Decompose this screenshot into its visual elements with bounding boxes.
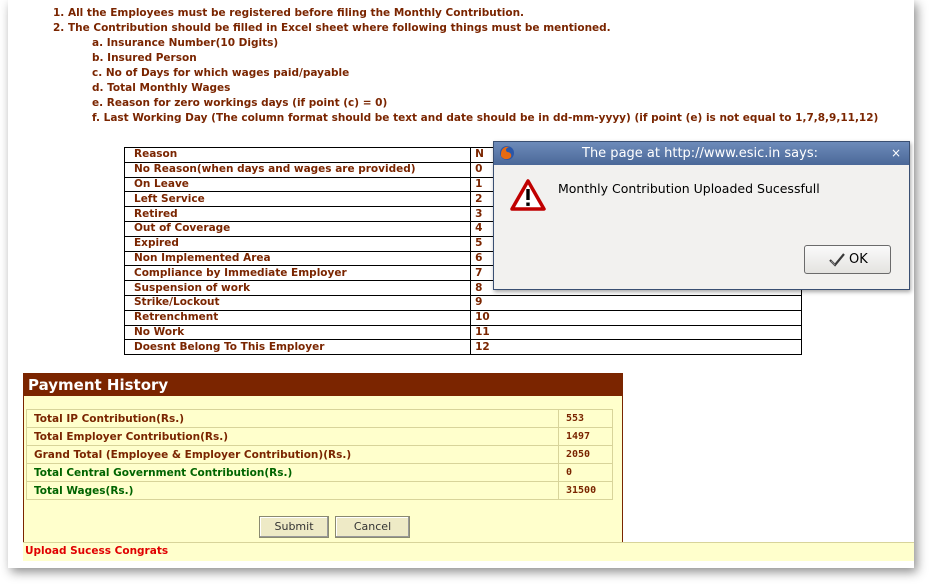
sub-item-e: e. Reason for zero workings days (if point (c) = 0) xyxy=(92,97,388,109)
reason-label: No Reason(when days and wages are provided) xyxy=(125,162,471,177)
reason-label: Left Service xyxy=(125,192,471,207)
payment-history-title: Payment History xyxy=(24,374,622,396)
reason-code: 4 xyxy=(471,221,802,236)
instruction-item-2: 2. The Contribution should be filled in Excel sheet where following things must be mentioned. xyxy=(53,22,611,34)
close-icon[interactable]: × xyxy=(890,146,901,160)
reason-header: Reason xyxy=(125,148,471,163)
reason-row xyxy=(125,310,802,325)
alert-dialog xyxy=(493,141,910,290)
sub-item-f: f. Last Working Day (The column format should be text and date should be in dd-mm-yyyy) (if point (e) is not equal to 1,7,8,9,11,12) xyxy=(92,112,879,124)
reason-row xyxy=(125,295,802,310)
reason-code: 11 xyxy=(471,325,802,340)
dialog-title: The page at http://www.esic.in says: xyxy=(582,146,818,161)
reason-label: No Work xyxy=(125,325,471,340)
payment-label: Total IP Contribution(Rs.) xyxy=(27,410,559,428)
reason-label: On Leave xyxy=(125,177,471,192)
reason-code: 0 xyxy=(471,162,802,177)
payment-history-panel xyxy=(23,373,623,545)
reason-code: 8 xyxy=(471,281,802,296)
dialog-message: Monthly Contribution Uploaded Sucessfull xyxy=(558,181,820,196)
payment-value: 31500 xyxy=(559,482,613,500)
ok-label: OK xyxy=(849,252,868,267)
reason-label: Strike/Lockout xyxy=(125,295,471,310)
reason-label: Suspension of work xyxy=(125,281,471,296)
code-header: N xyxy=(471,148,802,163)
reason-label: Expired xyxy=(125,236,471,251)
cancel-button[interactable]: Cancel xyxy=(335,516,410,538)
payment-value: 0 xyxy=(559,464,613,482)
payment-value: 553 xyxy=(559,410,613,428)
payment-history-table xyxy=(26,409,613,500)
reason-code: 1 xyxy=(471,177,802,192)
payment-label: Total Wages(Rs.) xyxy=(27,482,559,500)
payment-label: Total Central Government Contribution(Rs.) xyxy=(27,464,559,482)
reason-code: 12 xyxy=(471,340,802,355)
sub-item-c: c. No of Days for which wages paid/payable xyxy=(92,67,350,79)
payment-row xyxy=(27,428,613,446)
status-message: Upload Sucess Congrats xyxy=(23,542,914,561)
payment-value: 1497 xyxy=(559,428,613,446)
reason-label: Retrenchment xyxy=(125,310,471,325)
submit-button[interactable]: Submit xyxy=(259,516,329,538)
warning-icon xyxy=(510,179,546,211)
reason-code: 9 xyxy=(471,295,802,310)
ok-check-icon xyxy=(828,250,846,268)
dialog-titlebar xyxy=(494,142,909,165)
instruction-item-1: 1. All the Employees must be registered before filing the Monthly Contribution. xyxy=(53,7,525,19)
payment-row xyxy=(27,464,613,482)
reason-label: Retired xyxy=(125,207,471,222)
reason-code: 5 xyxy=(471,236,802,251)
reason-label: Out of Coverage xyxy=(125,221,471,236)
sub-item-d: d. Total Monthly Wages xyxy=(92,82,231,94)
reason-row xyxy=(125,325,802,340)
firefox-icon xyxy=(499,145,515,161)
reason-code: 7 xyxy=(471,266,802,281)
reason-code: 3 xyxy=(471,207,802,222)
reason-code: 6 xyxy=(471,251,802,266)
reason-label: Compliance by Immediate Employer xyxy=(125,266,471,281)
sub-item-b: b. Insured Person xyxy=(92,52,197,64)
payment-row xyxy=(27,482,613,500)
payment-value: 2050 xyxy=(559,446,613,464)
reason-code: 10 xyxy=(471,310,802,325)
payment-label: Total Employer Contribution(Rs.) xyxy=(27,428,559,446)
reason-label: Doesnt Belong To This Employer xyxy=(125,340,471,355)
sub-item-a: a. Insurance Number(10 Digits) xyxy=(92,37,279,49)
reason-code: 2 xyxy=(471,192,802,207)
ok-button[interactable] xyxy=(804,245,891,274)
payment-row xyxy=(27,410,613,428)
reason-row xyxy=(125,340,802,355)
reason-label: Non Implemented Area xyxy=(125,251,471,266)
payment-label: Grand Total (Employee & Employer Contribution)(Rs.) xyxy=(27,446,559,464)
payment-row xyxy=(27,446,613,464)
